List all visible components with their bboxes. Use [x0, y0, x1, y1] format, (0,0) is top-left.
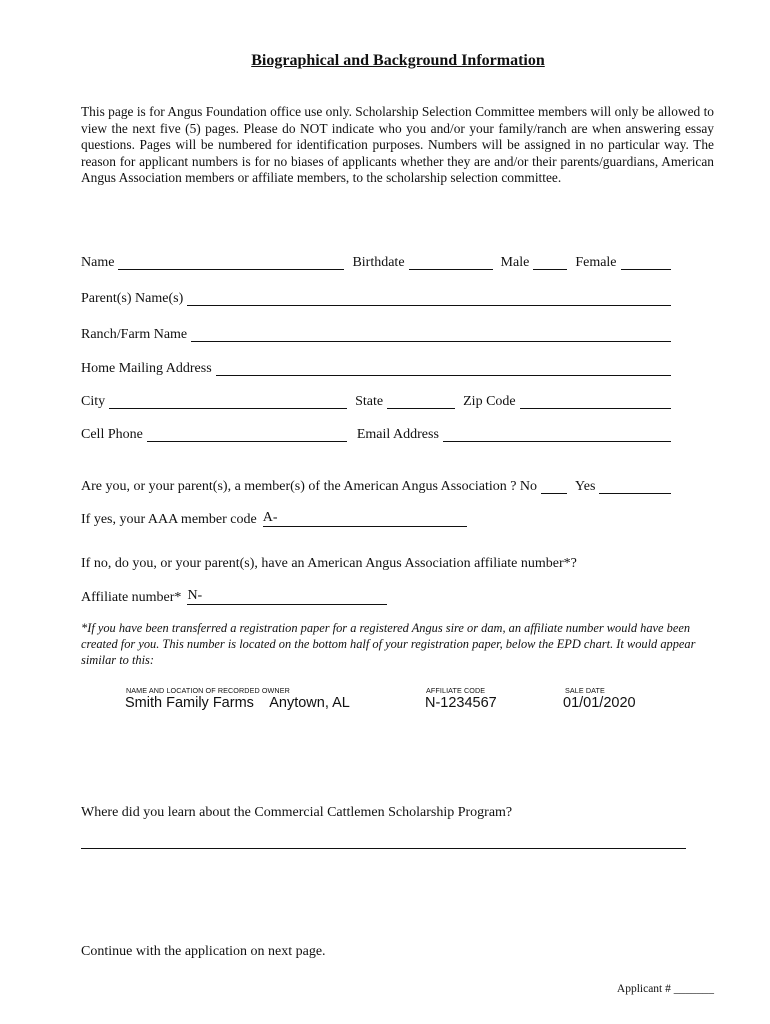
name-field[interactable] — [118, 257, 344, 270]
aaa-field[interactable] — [263, 510, 467, 527]
birthdate-label: Birthdate — [352, 255, 405, 270]
female-field[interactable] — [621, 257, 671, 270]
parents-field[interactable] — [187, 293, 671, 306]
aaa-prefix: A- — [262, 510, 278, 525]
male-field[interactable] — [533, 257, 567, 270]
zip-label: Zip Code — [463, 394, 516, 409]
name-row — [81, 255, 671, 271]
sample-sale-label: SALE DATE — [565, 686, 605, 695]
email-label: Email Address — [356, 427, 439, 442]
male-label: Male — [500, 255, 530, 270]
sample-owner-label: NAME AND LOCATION OF RECORDED OWNER — [126, 686, 290, 695]
affiliate-question-row — [81, 556, 671, 572]
applicant-number: Applicant # _______ — [616, 983, 714, 995]
zip-field[interactable] — [520, 396, 671, 409]
membership-row — [81, 479, 671, 495]
learn-question: Where did you learn about the Commercial Cattlemen Scholarship Program? — [81, 805, 513, 820]
parents-row — [81, 291, 671, 307]
affiliate-question: If no, do you, or your parent(s), have an American Angus Association affiliate number*? — [81, 556, 577, 571]
affiliate-field[interactable] — [187, 588, 387, 605]
affiliate-label: Affiliate number* — [81, 590, 182, 605]
parents-label: Parent(s) Name(s) — [81, 291, 184, 306]
address-label: Home Mailing Address — [81, 361, 212, 376]
city-field[interactable] — [109, 396, 347, 409]
page-title: Biographical and Background Information — [251, 52, 545, 69]
sample-affiliate-label: AFFILIATE CODE — [426, 686, 486, 695]
membership-yes-label: Yes — [575, 479, 596, 494]
city-label: City — [81, 394, 106, 409]
membership-yes-field[interactable] — [599, 481, 671, 494]
sample-sale-value: 01/01/2020 — [563, 695, 636, 711]
name-label: Name — [81, 255, 115, 270]
ranch-field[interactable] — [191, 329, 671, 342]
address-field[interactable] — [216, 363, 671, 376]
address-row — [81, 361, 671, 377]
city-row — [81, 394, 671, 410]
membership-no-field[interactable] — [541, 481, 567, 494]
membership-question: Are you, or your parent(s), a member(s) of the American Angus Association ? No — [81, 479, 538, 494]
continue-note: Continue with the application on next page. — [81, 944, 326, 959]
affiliate-row — [81, 588, 411, 606]
aaa-row — [81, 510, 491, 528]
email-field[interactable] — [443, 429, 671, 442]
aaa-label: If yes, your AAA member code — [81, 512, 257, 527]
learn-answer-field[interactable] — [81, 848, 686, 849]
state-field[interactable] — [387, 396, 455, 409]
intro-paragraph: This page is for Angus Foundation office use only. Scholarship Selection Committee members will only be allowed to view the next five (5) pages. Please do NOT indicate who you and/or your family/ranch are when answering essay questions. Pages will be numbered for identification purposes. Numbers will be assigned in no particular way. The reason for applicant numbers is for no biases of applicants whether they are and/or their parents/guardians, American Angus Association members or affiliate members, to the scholarship selection committee. — [81, 104, 714, 186]
cell-field[interactable] — [147, 429, 347, 442]
cell-label: Cell Phone — [81, 427, 143, 442]
affiliate-note: *If you have been transferred a registration paper for a registered Angus sire or dam, an affiliate number would have been created for you. This number is located on the bottom half of your registration paper, below the EPD chart. It would appear similar to this: — [81, 621, 696, 667]
sample-affiliate-value: N-1234567 — [425, 695, 497, 711]
affiliate-prefix: N- — [187, 588, 203, 603]
state-label: State — [355, 394, 384, 409]
ranch-row — [81, 327, 671, 343]
female-label: Female — [575, 255, 617, 270]
ranch-label: Ranch/Farm Name — [81, 327, 188, 342]
contact-row — [81, 427, 671, 443]
birthdate-field[interactable] — [409, 257, 493, 270]
sample-owner-value: Smith Family Farms Anytown, AL — [125, 695, 350, 711]
